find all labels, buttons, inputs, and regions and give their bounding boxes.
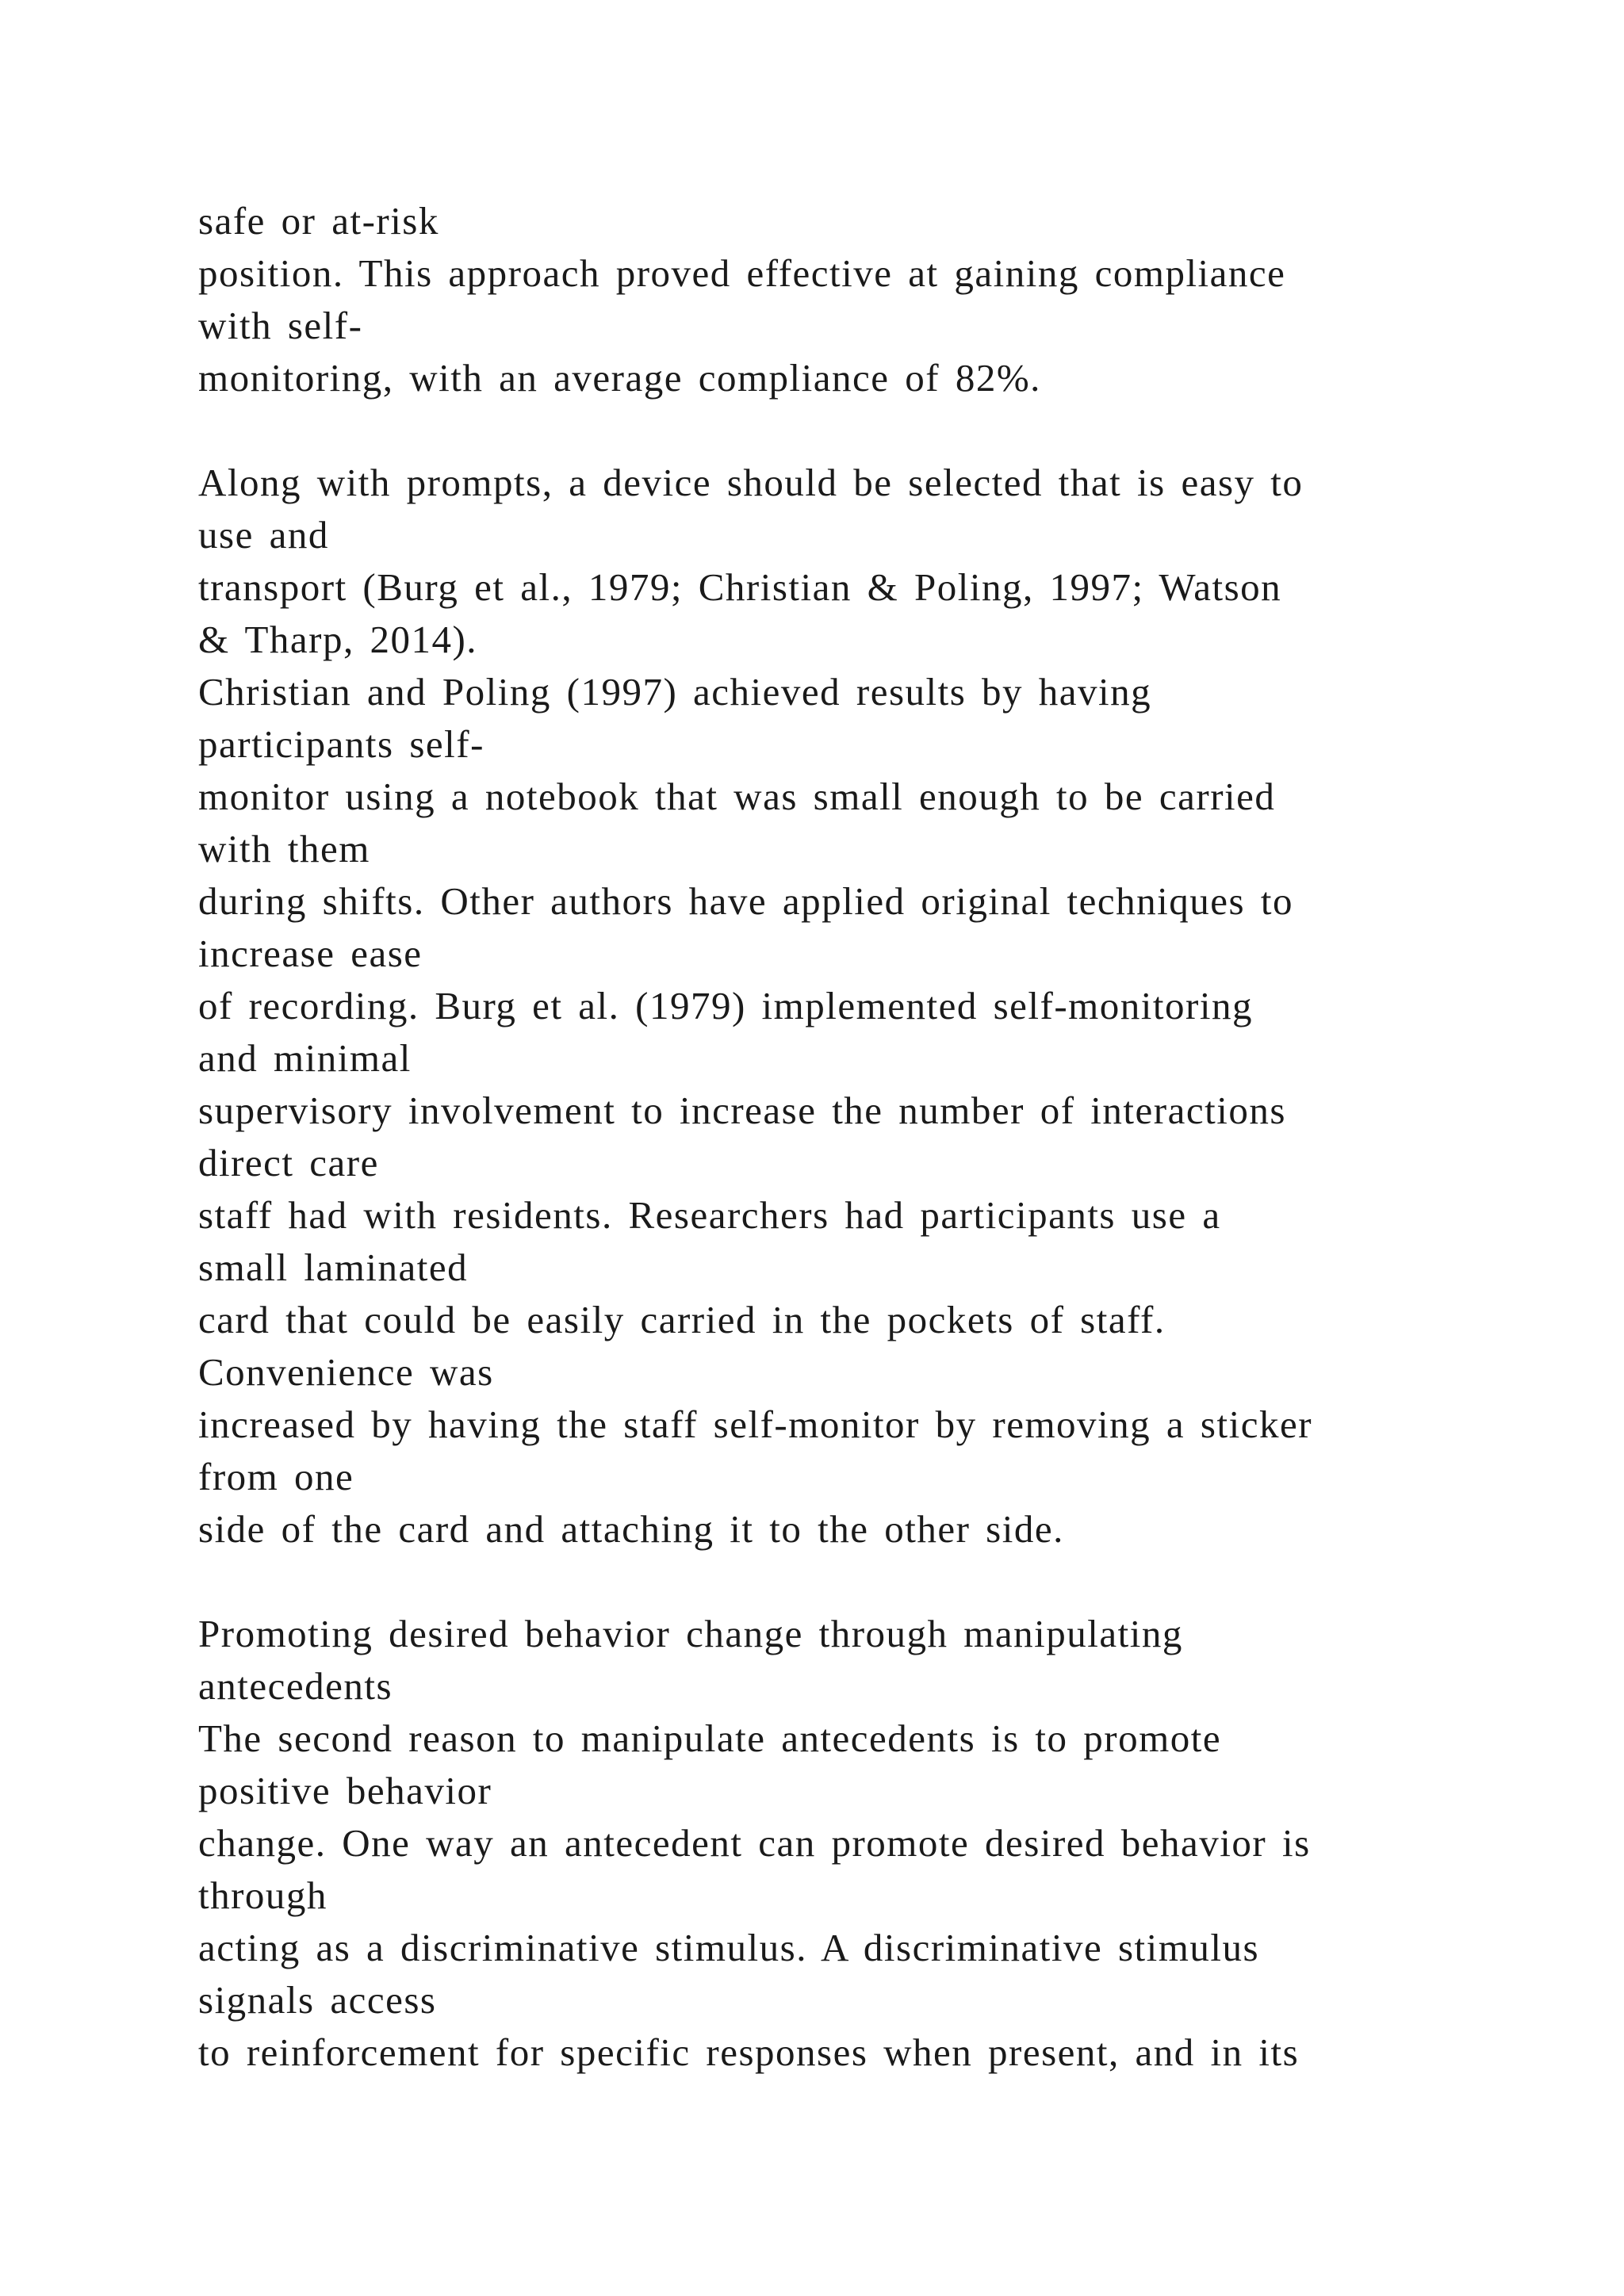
text-line: increased by having the staff self-monitor by removing a sticker [198,1402,1313,1446]
text-line: staff had with residents. Researchers had participants use a [198,1193,1221,1237]
paragraph-spacer [198,1556,1515,1608]
text-line: positive behavior [198,1769,492,1812]
paragraph-1 [198,195,1515,404]
text-line: direct care [198,1141,379,1184]
text-line: participants self- [198,722,485,766]
text-line: with self- [198,304,363,347]
text-line: position. This approach proved effective at gaining compliance [198,251,1286,295]
text-line: acting as a discriminative stimulus. A discriminative stimulus [198,1926,1260,1969]
paragraph-3 [198,1608,1515,2079]
text-line: monitor using a notebook that was small enough to be carried [198,775,1276,818]
text-line: from one [198,1455,354,1498]
text-line: card that could be easily carried in the pockets of staff. [198,1298,1166,1341]
text-line: Christian and Poling (1997) achieved results by having [198,670,1152,714]
section-heading-line: antecedents [198,1664,393,1708]
paragraph-spacer [198,404,1515,457]
text-line: & Tharp, 2014). [198,618,478,661]
text-line: with them [198,827,370,871]
text-line: monitoring, with an average compliance of 82%. [198,356,1041,400]
text-line: signals access [198,1978,437,2022]
text-line: Convenience was [198,1350,494,1394]
section-heading-line: Promoting desired behavior change through manipulating [198,1612,1183,1655]
text-line: during shifts. Other authors have applied original techniques to [198,879,1293,923]
document-page [198,195,1515,2079]
text-line: transport (Burg et al., 1979; Christian & Poling, 1997; Watson [198,565,1282,609]
paragraph-2 [198,457,1515,1556]
text-line: through [198,1873,327,1917]
text-line: safe or at-risk [198,199,439,243]
text-line: to reinforcement for specific responses when present, and in its [198,2030,1300,2074]
text-line: Along with prompts, a device should be selected that is easy to [198,461,1304,504]
text-line: use and [198,513,329,557]
text-line: The second reason to manipulate antecedents is to promote [198,1716,1222,1760]
text-line: supervisory involvement to increase the number of interactions [198,1089,1286,1132]
text-line: side of the card and attaching it to the other side. [198,1507,1064,1551]
text-line: change. One way an antecedent can promote desired behavior is [198,1821,1311,1865]
text-line: of recording. Burg et al. (1979) implemented self-monitoring [198,984,1253,1027]
text-line: increase ease [198,932,423,975]
text-line: and minimal [198,1036,412,1080]
text-line: small laminated [198,1246,469,1289]
